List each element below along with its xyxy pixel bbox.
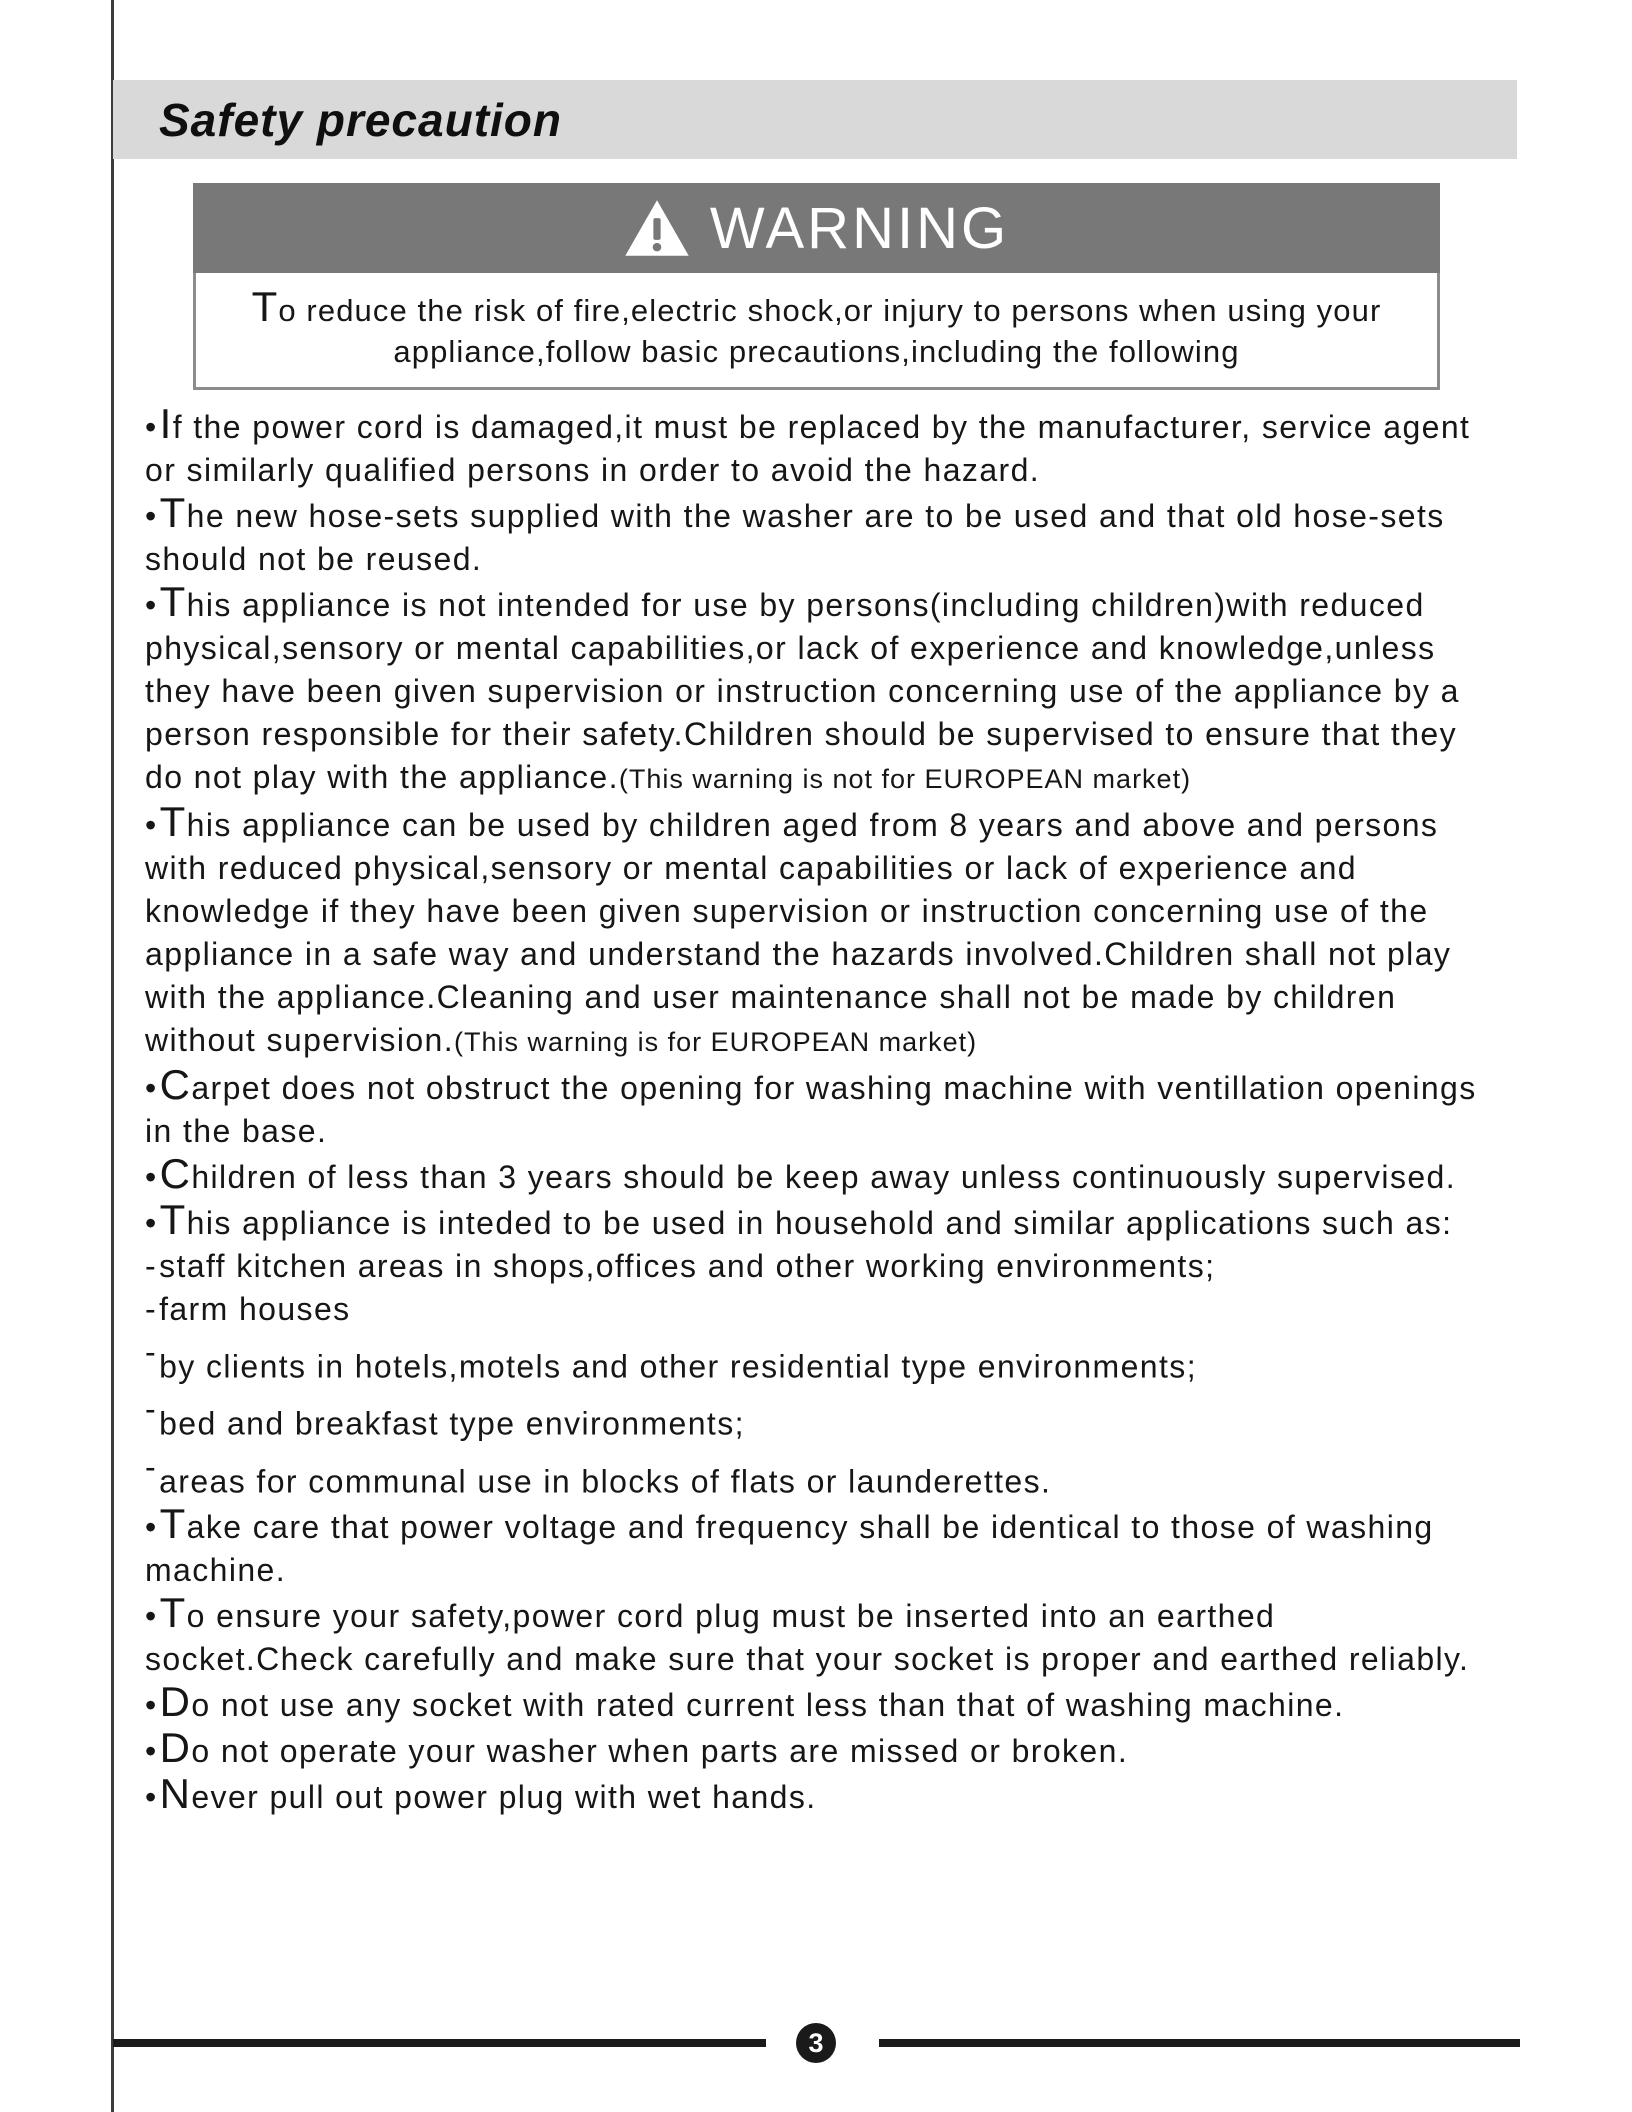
precaution-item: -farm houses [145, 1291, 351, 1327]
bullet-dot: • [145, 807, 158, 843]
bullet-dash: - [145, 1291, 158, 1327]
market-note: (This warning is for EUROPEAN market) [454, 1027, 978, 1057]
initial-capital: T [159, 1196, 187, 1243]
precaution-item: •Do not use any socket with rated current less than that of washing machine. [145, 1678, 1345, 1726]
page-left-rule [111, 0, 114, 2112]
footer-rule-right [879, 2039, 1520, 2047]
bullet-dot: • [145, 1779, 158, 1816]
initial-capital: D [159, 1678, 192, 1726]
warning-intro-text: To reduce the risk of fire,electric shock,or injury to persons when using your appliance,follow basic precautions,including the following [193, 273, 1440, 390]
bullet-dot: • [145, 409, 158, 445]
precaution-item: •Take care that power voltage and frequency shall be identical to those of washing machine. [145, 1500, 1434, 1589]
initial-capital: N [159, 1770, 192, 1818]
precaution-list [145, 400, 1483, 1819]
warning-title: WARNING [709, 195, 1010, 261]
precaution-item: •This appliance can be used by children aged from 8 years and above and persons with reduced physical,sensory or mental capabilities or lack of experience and knowledge if they have been given supervision or instruction concerning use of the appliance in a safe way and understand the hazards involved.Children shall not play with the appliance.Cleaning and user maintenance shall not be made by children without supervision.(This warning is for EUROPEAN market) [145, 798, 1452, 1058]
bullet-dot: • [145, 1205, 158, 1241]
initial-capital: I [159, 400, 173, 447]
precaution-item: •If the power cord is damaged,it must be replaced by the manufacturer, service agent or similarly qualified persons in order to avoid the hazard. [145, 400, 1471, 488]
precaution-item: -by clients in hotels,motels and other residential type environments; [145, 1331, 1483, 1388]
precaution-item: •The new hose-sets supplied with the washer are to be used and that old hose-sets should not be reused. [145, 489, 1445, 577]
bullet-dot: • [145, 498, 158, 534]
page-number-badge: 3 [796, 2023, 836, 2063]
bullet-dot: • [145, 1159, 158, 1195]
precaution-item: •Never pull out power plug with wet hands. [145, 1770, 817, 1818]
precaution-item: •Carpet does not obstruct the opening for washing machine with ventillation openings in the base. [145, 1061, 1477, 1149]
initial-capital: T [159, 578, 187, 625]
precaution-item: -bed and breakfast type environments; [145, 1388, 1483, 1445]
initial-capital: T [159, 798, 187, 845]
initial-capital: C [159, 1061, 192, 1108]
precaution-item: •To ensure your safety,power cord plug must be inserted into an earthed socket.Check carefully and make sure that your socket is proper and earthed reliably. [145, 1589, 1470, 1678]
precaution-item: •This appliance is inteded to be used in household and similar applications such as: [145, 1196, 1453, 1243]
precaution-item: -areas for communal use in blocks of flats or launderettes. [145, 1446, 1483, 1503]
bullet-dash: - [145, 1248, 158, 1284]
precaution-item: -staff kitchen areas in shops,offices and other working environments; [145, 1248, 1216, 1284]
warning-triangle-icon [624, 198, 690, 258]
bullet-dash: - [145, 1391, 158, 1428]
footer-rule-left [113, 2039, 766, 2047]
bullet-dash: - [145, 1334, 158, 1370]
bullet-dot: • [145, 1687, 158, 1724]
initial-capital: T [159, 1589, 187, 1637]
warning-box [193, 183, 1440, 390]
precaution-item: •This appliance is not intended for use by persons(including children)with reduced physical,sensory or mental capabilities,or lack of experience and knowledge,unless they have been given supervision or instruction concerning use of the appliance by a person responsible for their safety.Children should be supervised to ensure that they do not play with the appliance.(This warning is not for EUROPEAN market) [145, 578, 1460, 795]
section-header-bar [113, 80, 1517, 159]
page-title: Safety precaution [159, 93, 562, 146]
precaution-item: •Children of less than 3 years should be keep away unless continuously supervised. [145, 1150, 1457, 1197]
precaution-item: •Do not operate your washer when parts are missed or broken. [145, 1724, 1129, 1772]
initial-capital: C [159, 1150, 192, 1197]
bullet-dot: • [145, 1598, 158, 1635]
bullet-dot: • [145, 1509, 158, 1546]
bullet-dot: • [145, 587, 158, 623]
initial-capital: T [159, 1500, 187, 1548]
initial-capital: D [159, 1724, 192, 1772]
bullet-dash: - [145, 1448, 158, 1485]
bullet-dot: • [145, 1070, 158, 1106]
warning-banner [193, 183, 1440, 273]
market-note: (This warning is not for EUROPEAN market) [618, 764, 1192, 794]
bullet-dot: • [145, 1733, 158, 1770]
initial-capital: T [159, 489, 187, 536]
